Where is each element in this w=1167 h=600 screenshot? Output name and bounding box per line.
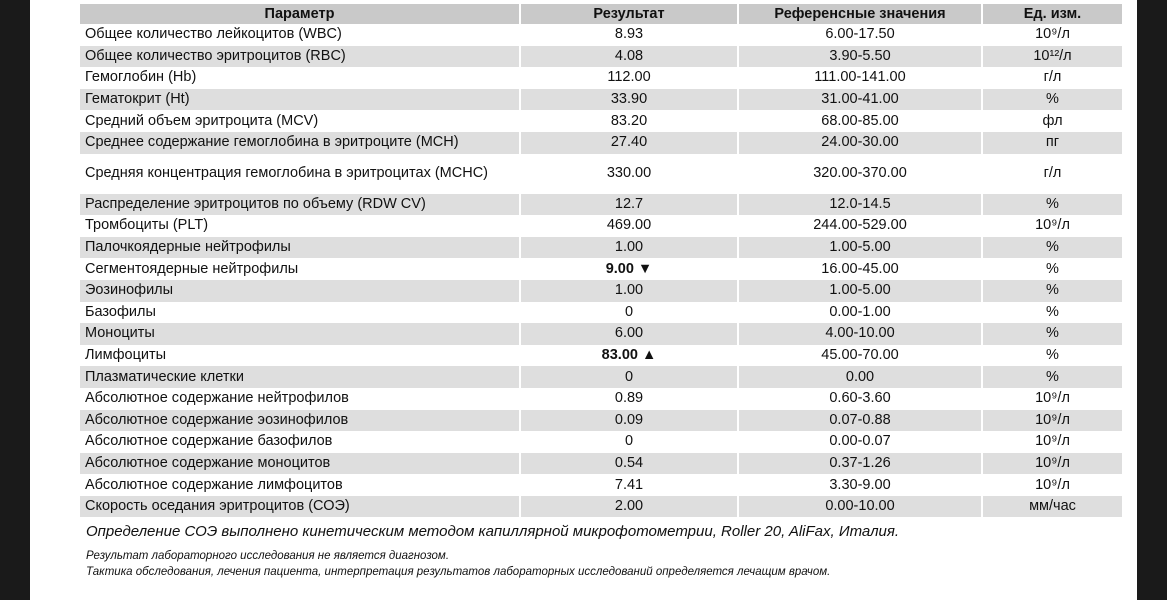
header-param: Параметр [80, 4, 520, 24]
param-name-cell: Гемоглобин (Hb) [85, 69, 197, 86]
table-row [80, 453, 1122, 475]
table-row [80, 110, 1122, 132]
param-name-cell: Средний объем эритроцита (MCV) [85, 112, 319, 129]
unit-cell: % [982, 345, 1122, 367]
table-row [80, 388, 1122, 410]
result-cell: 83.20 [520, 110, 738, 132]
reference-cell: 0.37-1.26 [738, 453, 982, 475]
report-page [30, 0, 1137, 600]
reference-cell: 0.00-10.00 [738, 496, 982, 518]
result-cell: 0.09 [520, 410, 738, 432]
unit-cell: мм/час [982, 496, 1122, 518]
unit-cell: 10⁹/л [982, 24, 1122, 46]
unit-cell: % [982, 237, 1122, 259]
param-name-cell: Общее количество лейкоцитов (WBC) [85, 26, 342, 43]
unit-cell: 10⁹/л [982, 215, 1122, 237]
unit-cell: % [982, 302, 1122, 324]
unit-cell: 10¹²/л [982, 46, 1122, 68]
param-name-cell: Лимфоциты [85, 347, 167, 364]
table-row [80, 410, 1122, 432]
reference-cell: 16.00-45.00 [738, 258, 982, 280]
table-row [80, 67, 1122, 89]
result-cell: 83.00 ▲ [520, 345, 738, 367]
table-row [80, 323, 1122, 345]
reference-cell: 24.00-30.00 [738, 132, 982, 154]
table-row [80, 46, 1122, 68]
table-row [80, 237, 1122, 259]
param-name-cell: Плазматические клетки [80, 366, 520, 388]
param-name-cell: Общее количество эритроцитов (RBC) [80, 46, 520, 68]
reference-cell: 0.07-0.88 [738, 410, 982, 432]
reference-cell: 45.00-70.00 [738, 345, 982, 367]
param-name-cell: Среднее содержание гемоглобина в эритроците (MCH) [80, 132, 520, 154]
param-name-cell: Абсолютное содержание нейтрофилов [85, 390, 349, 407]
result-cell: 330.00 [520, 154, 738, 194]
param-name-cell: Распределение эритроцитов по объему (RDW CV) [80, 194, 520, 216]
reference-cell: 12.0-14.5 [738, 194, 982, 216]
table-row [80, 280, 1122, 302]
reference-cell: 244.00-529.00 [738, 215, 982, 237]
param-name-cell: Абсолютное содержание моноцитов [80, 453, 520, 475]
param-name-cell: Моноциты [80, 323, 520, 345]
unit-cell: г/л [982, 67, 1122, 89]
unit-cell: % [982, 323, 1122, 345]
reference-cell: 320.00-370.00 [738, 154, 982, 194]
unit-cell: 10⁹/л [982, 388, 1122, 410]
esr-method-note: Определение СОЭ выполнено кинетическим методом капиллярной микрофотометрии, Roller 20, AliFax, Италия. [86, 523, 900, 540]
table-row [80, 431, 1122, 453]
result-cell: 12.7 [520, 194, 738, 216]
unit-cell: фл [982, 110, 1122, 132]
result-cell: 0.89 [520, 388, 738, 410]
reference-cell: 111.00-141.00 [738, 67, 982, 89]
unit-cell: % [982, 89, 1122, 111]
table-row [80, 89, 1122, 111]
reference-cell: 1.00-5.00 [738, 237, 982, 259]
result-cell: 0 [520, 366, 738, 388]
table-row [80, 215, 1122, 237]
lab-results-table [80, 4, 1122, 517]
table-row [80, 474, 1122, 496]
param-name-cell: Средняя концентрация гемоглобина в эритроцитах (MCHC) [85, 165, 488, 182]
unit-cell: пг [982, 132, 1122, 154]
reference-cell: 6.00-17.50 [738, 24, 982, 46]
table-row [80, 258, 1122, 280]
result-cell: 1.00 [520, 237, 738, 259]
header-result: Результат [520, 4, 738, 24]
unit-cell: % [982, 280, 1122, 302]
reference-cell: 4.00-10.00 [738, 323, 982, 345]
result-cell: 0.54 [520, 453, 738, 475]
reference-cell: 0.00-1.00 [738, 302, 982, 324]
reference-cell: 31.00-41.00 [738, 89, 982, 111]
unit-cell: г/л [982, 154, 1122, 194]
table-row [80, 366, 1122, 388]
table-row [80, 194, 1122, 216]
result-cell: 4.08 [520, 46, 738, 68]
disclaimer-interpretation: Тактика обследования, лечения пациента, интерпретация результатов лабораторных исследований определяется лечащим врачом. [86, 566, 831, 578]
result-cell: 2.00 [520, 496, 738, 518]
table-row [80, 154, 1122, 194]
result-cell: 112.00 [520, 67, 738, 89]
param-name-cell: Тромбоциты (PLT) [85, 217, 209, 234]
result-cell: 8.93 [520, 24, 738, 46]
param-name-cell: Абсолютное содержание базофилов [85, 433, 333, 450]
reference-cell: 1.00-5.00 [738, 280, 982, 302]
reference-cell: 3.90-5.50 [738, 46, 982, 68]
param-name-cell: Гематокрит (Ht) [80, 89, 520, 111]
result-cell: 1.00 [520, 280, 738, 302]
table-row [80, 132, 1122, 154]
result-cell: 7.41 [520, 474, 738, 496]
param-name-cell: Базофилы [85, 303, 156, 320]
disclaimer-diagnosis: Результат лабораторного исследования не является диагнозом. [86, 550, 450, 562]
header-unit: Ед. изм. [982, 4, 1122, 24]
param-name-cell: Эозинофилы [80, 280, 520, 302]
reference-cell: 0.60-3.60 [738, 388, 982, 410]
result-cell: 469.00 [520, 215, 738, 237]
unit-cell: 10⁹/л [982, 410, 1122, 432]
unit-cell: 10⁹/л [982, 453, 1122, 475]
param-name-cell: Палочкоядерные нейтрофилы [80, 237, 520, 259]
header-reference: Референсные значения [738, 4, 982, 24]
result-cell: 9.00 ▼ [520, 258, 738, 280]
param-name-cell: Абсолютное содержание эозинофилов [80, 410, 520, 432]
table-row [80, 24, 1122, 46]
result-cell: 0 [520, 302, 738, 324]
table-row [80, 496, 1122, 518]
result-cell: 6.00 [520, 323, 738, 345]
table-row [80, 345, 1122, 367]
unit-cell: % [982, 366, 1122, 388]
unit-cell: % [982, 258, 1122, 280]
result-cell: 0 [520, 431, 738, 453]
result-cell: 27.40 [520, 132, 738, 154]
reference-cell: 0.00 [738, 366, 982, 388]
unit-cell: % [982, 194, 1122, 216]
param-name-cell: Абсолютное содержание лимфоцитов [85, 476, 343, 493]
unit-cell: 10⁹/л [982, 474, 1122, 496]
reference-cell: 3.30-9.00 [738, 474, 982, 496]
result-cell: 33.90 [520, 89, 738, 111]
table-header-row [80, 4, 1122, 24]
param-name-cell: Скорость оседания эритроцитов (СОЭ) [80, 496, 520, 518]
unit-cell: 10⁹/л [982, 431, 1122, 453]
param-name-cell: Сегментоядерные нейтрофилы [85, 260, 299, 277]
table-row [80, 302, 1122, 324]
reference-cell: 68.00-85.00 [738, 110, 982, 132]
reference-cell: 0.00-0.07 [738, 431, 982, 453]
